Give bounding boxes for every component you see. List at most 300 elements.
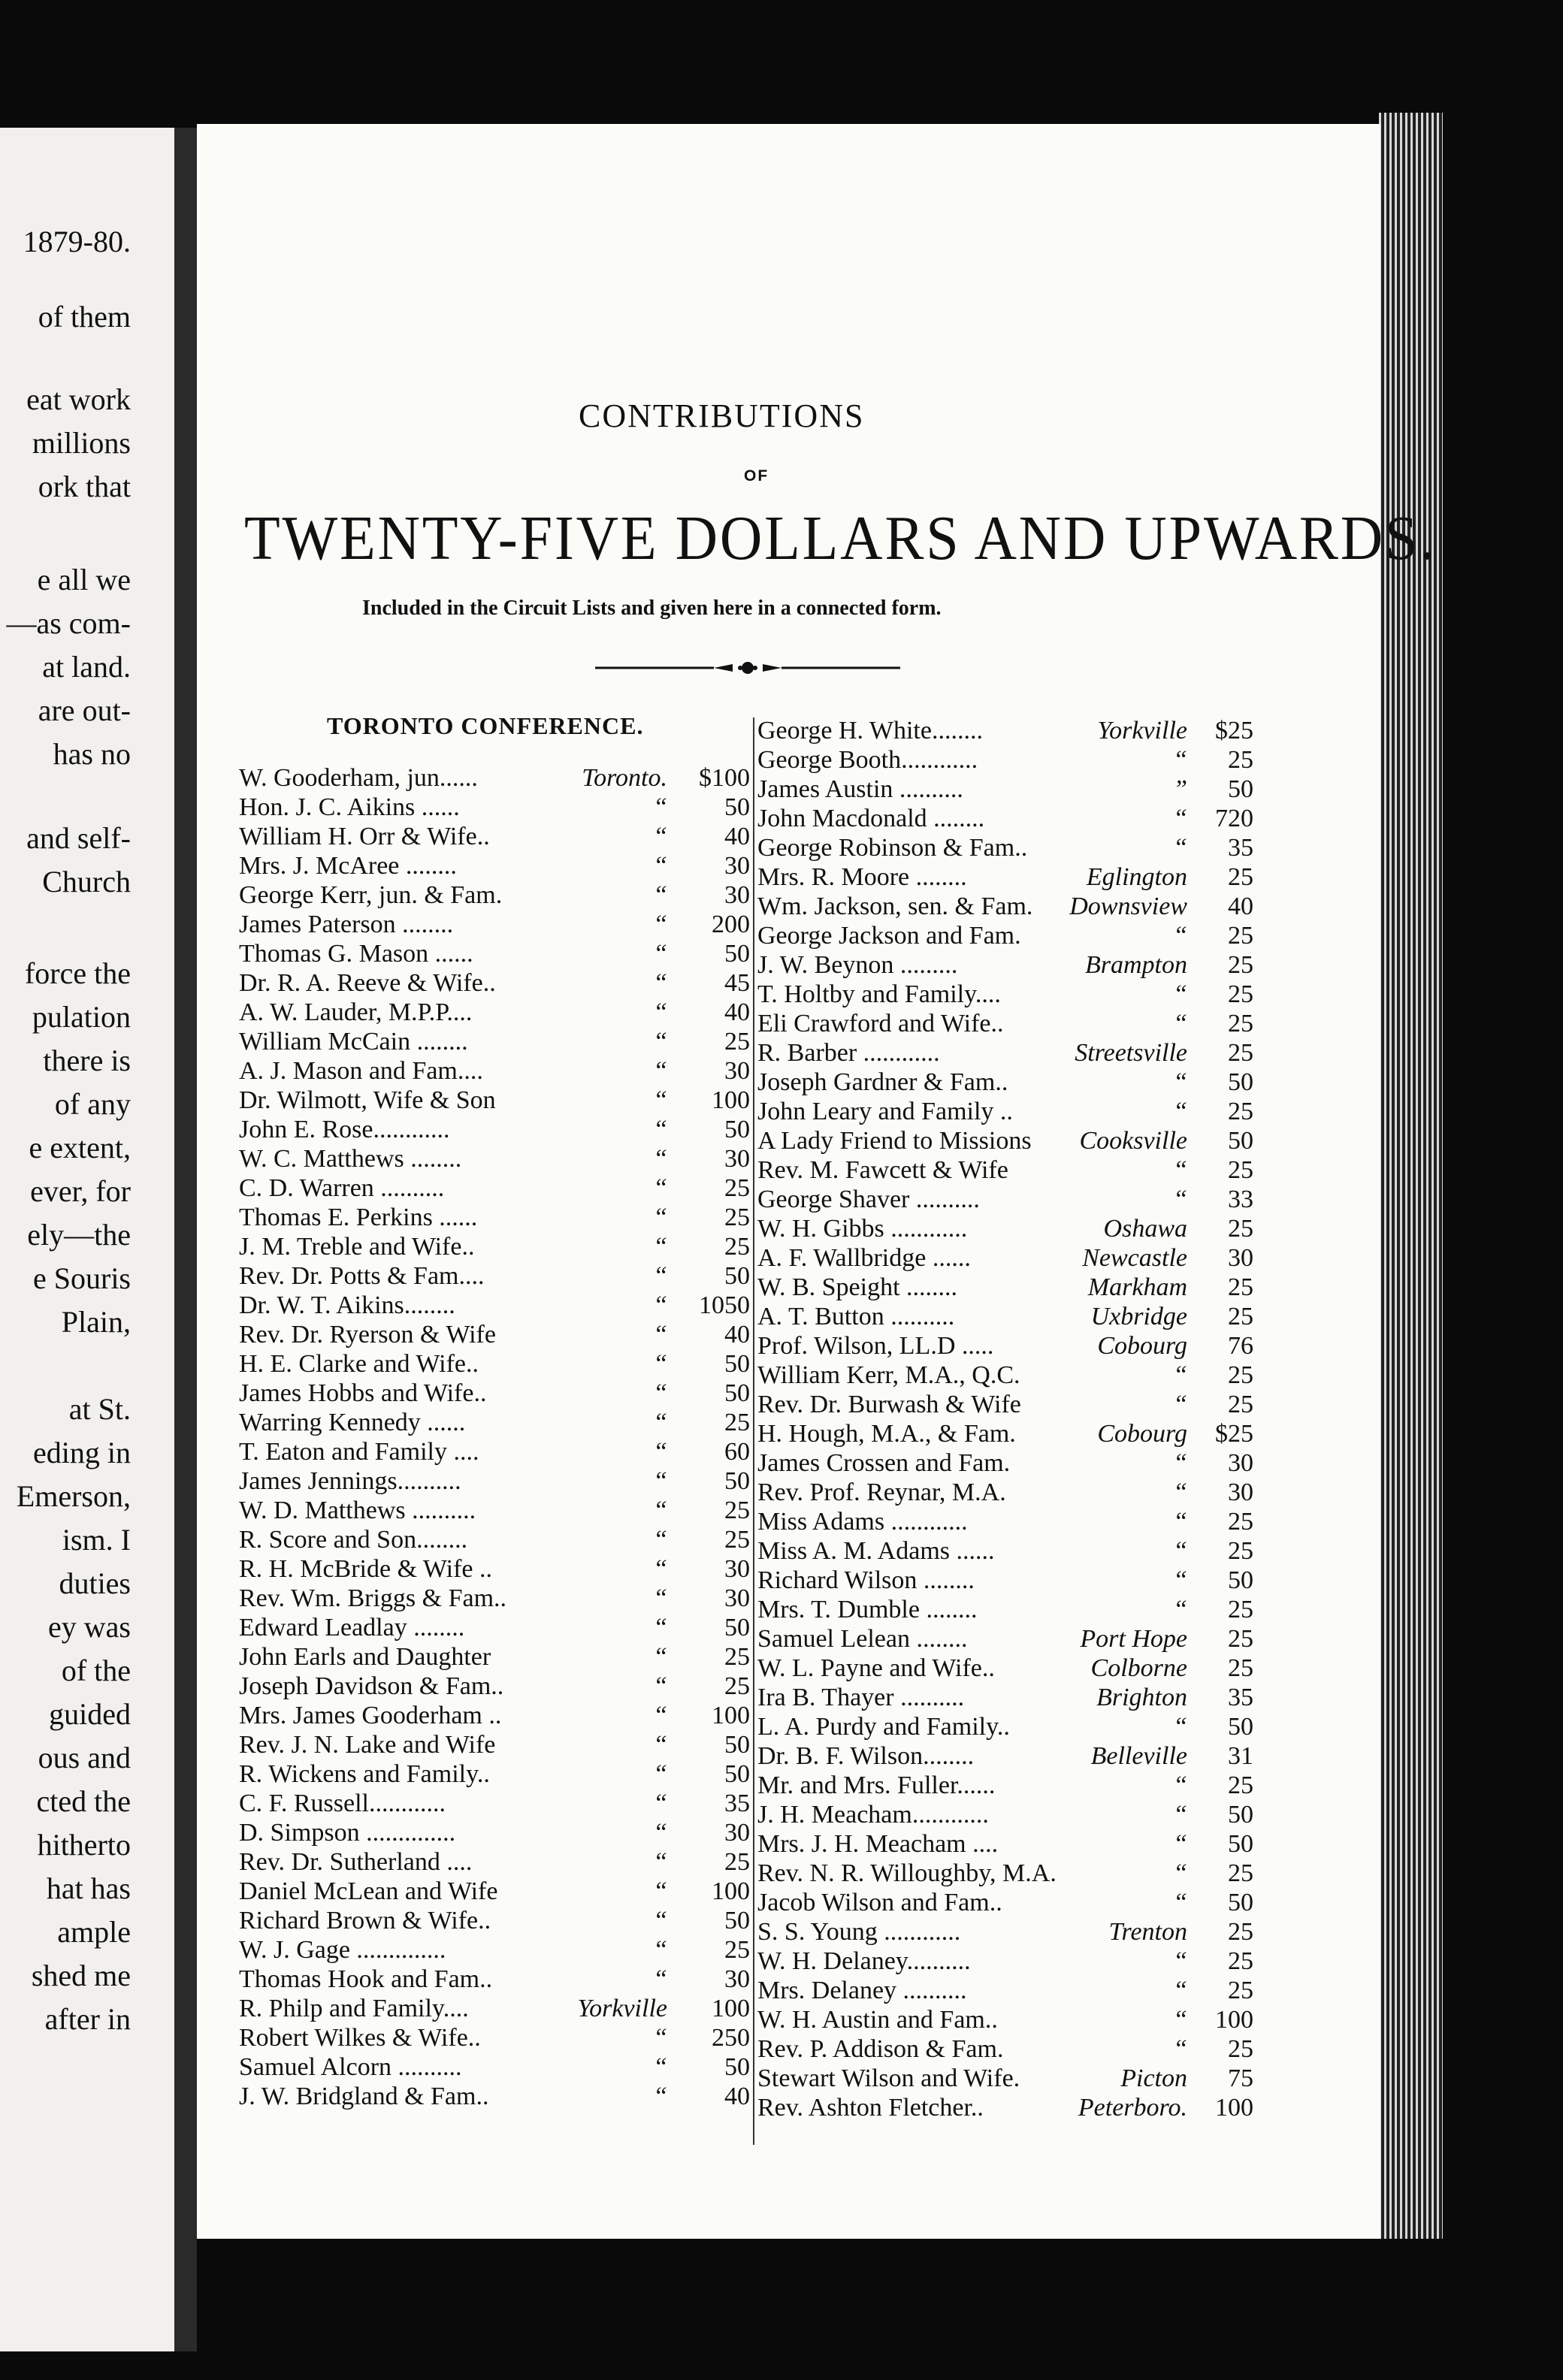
contributor-name: George Shaver .......... bbox=[757, 1185, 980, 1213]
contributor-name: John Macdonald ........ bbox=[757, 805, 985, 832]
facing-page-line: guided bbox=[49, 1697, 131, 1731]
contributor-place: “ bbox=[653, 998, 667, 1026]
contribution-amount: 50 bbox=[724, 793, 750, 821]
contributor-name: Rev. Prof. Reynar, M.A. bbox=[757, 1478, 1006, 1506]
contributor-place: “ bbox=[1173, 1771, 1187, 1799]
contribution-amount: 25 bbox=[1228, 1537, 1253, 1565]
facing-page-line: ous and bbox=[38, 1741, 131, 1774]
contribution-amount: 50 bbox=[724, 1350, 750, 1378]
facing-page-line: eat work bbox=[26, 382, 131, 416]
contributor-place: “ bbox=[653, 1526, 667, 1554]
contribution-entry bbox=[757, 921, 1253, 950]
facing-page-line: duties bbox=[59, 1566, 131, 1600]
contribution-entry bbox=[757, 1595, 1253, 1624]
contribution-amount: 25 bbox=[1228, 1918, 1253, 1946]
contributor-name: Thomas E. Perkins ...... bbox=[239, 1204, 478, 1231]
contribution-entry bbox=[239, 1349, 750, 1379]
contribution-entry bbox=[757, 1917, 1253, 1947]
contribution-amount: 25 bbox=[724, 1409, 750, 1436]
contributor-place: “ bbox=[653, 823, 667, 850]
contributor-name: James Crossen and Fam. bbox=[757, 1449, 1011, 1477]
contribution-entry bbox=[239, 1584, 750, 1613]
contributor-name: Dr. R. A. Reeve & Wife.. bbox=[239, 969, 496, 997]
contributor-name: A. T. Button .......... bbox=[757, 1303, 955, 1330]
contributor-name: W. D. Matthews .......... bbox=[239, 1497, 476, 1524]
contribution-entry bbox=[757, 1507, 1253, 1536]
contributor-name: W. J. Gage .............. bbox=[239, 1936, 446, 1964]
contribution-entry bbox=[757, 1683, 1253, 1712]
contribution-entry bbox=[239, 1935, 750, 1965]
contribution-entry bbox=[239, 1496, 750, 1525]
contributor-name: W. H. Gibbs ............ bbox=[757, 1215, 968, 1243]
facing-page-line: eding in bbox=[33, 1436, 131, 1469]
contributor-name: Mrs. James Gooderham .. bbox=[239, 1702, 502, 1729]
contributor-name: W. H. Austin and Fam.. bbox=[757, 2006, 998, 2034]
contribution-amount: 50 bbox=[724, 1760, 750, 1788]
contribution-amount: 25 bbox=[1228, 746, 1253, 774]
contributor-name: Richard Wilson ........ bbox=[757, 1566, 975, 1594]
contributor-place: “ bbox=[653, 1877, 667, 1905]
contributor-place: “ bbox=[653, 793, 667, 821]
facing-page-line: there is bbox=[43, 1044, 131, 1077]
contribution-amount: 25 bbox=[724, 1174, 750, 1202]
contribution-amount: 25 bbox=[1228, 1947, 1253, 1975]
contribution-entry bbox=[757, 745, 1253, 775]
contributor-name: Eli Crawford and Wife.. bbox=[757, 1010, 1004, 1037]
facing-page-line: e Souris bbox=[33, 1261, 131, 1295]
contribution-entry bbox=[239, 851, 750, 880]
contributor-name: Warring Kennedy ...... bbox=[239, 1409, 466, 1436]
contributor-name: Mrs. Delaney .......... bbox=[757, 1977, 967, 2004]
contributor-name: Mr. and Mrs. Fuller...... bbox=[757, 1771, 996, 1799]
title-main: TWENTY-FIVE DOLLARS AND UPWARDS. bbox=[244, 503, 1437, 573]
contribution-entry bbox=[239, 1613, 750, 1642]
contributor-place: “ bbox=[1173, 1156, 1187, 1184]
contribution-entry bbox=[239, 1466, 750, 1496]
contribution-entry bbox=[239, 2082, 750, 2111]
contribution-amount: 33 bbox=[1228, 1185, 1253, 1213]
contributor-place: “ bbox=[653, 1936, 667, 1964]
contributor-place: “ bbox=[1173, 1185, 1187, 1213]
contribution-entry bbox=[239, 1320, 750, 1349]
book-gutter bbox=[174, 128, 197, 2351]
contribution-amount: 25 bbox=[1228, 1977, 1253, 2004]
contribution-amount: 25 bbox=[1228, 922, 1253, 950]
contributor-place: ” bbox=[1173, 775, 1187, 803]
contributor-name: Prof. Wilson, LL.D ..... bbox=[757, 1332, 994, 1360]
contribution-entry bbox=[239, 968, 750, 998]
contributor-place: “ bbox=[653, 1584, 667, 1612]
contributor-name: A. J. Mason and Fam.... bbox=[239, 1057, 483, 1085]
contributor-place: “ bbox=[1173, 1010, 1187, 1037]
contribution-entry bbox=[757, 2005, 1253, 2034]
contributor-place: “ bbox=[653, 1790, 667, 1817]
contributor-place: “ bbox=[1173, 1361, 1187, 1389]
contributor-name: James Paterson ........ bbox=[239, 911, 454, 938]
contributor-name: Thomas G. Mason ...... bbox=[239, 940, 473, 968]
contributor-name: Dr. W. T. Aikins........ bbox=[239, 1291, 455, 1319]
contributor-place: “ bbox=[653, 1731, 667, 1759]
contribution-amount: 40 bbox=[724, 998, 750, 1026]
contributor-name: Rev. N. R. Willoughby, M.A. bbox=[757, 1859, 1057, 1887]
contribution-amount: 25 bbox=[724, 1526, 750, 1554]
contributor-place: “ bbox=[653, 1321, 667, 1349]
contributor-place: Yorkville bbox=[1097, 717, 1187, 745]
contributor-name: C. D. Warren .......... bbox=[239, 1174, 445, 1202]
contributor-place: “ bbox=[653, 1116, 667, 1143]
contributor-place: “ bbox=[1173, 1537, 1187, 1565]
contributor-place: “ bbox=[1173, 1449, 1187, 1477]
contribution-entry bbox=[757, 980, 1253, 1009]
contribution-amount: 40 bbox=[724, 1321, 750, 1349]
contribution-amount: 30 bbox=[724, 881, 750, 909]
contribution-amount: 25 bbox=[724, 1672, 750, 1700]
contribution-amount: 31 bbox=[1228, 1742, 1253, 1770]
contribution-amount: 100 bbox=[712, 1086, 750, 1114]
contributor-place: “ bbox=[653, 1760, 667, 1788]
facing-page-line: e extent, bbox=[29, 1131, 131, 1164]
contribution-entry bbox=[757, 1068, 1253, 1097]
contributor-place: “ bbox=[1173, 1947, 1187, 1975]
contribution-entry bbox=[757, 1566, 1253, 1595]
contributor-name: W. H. Delaney.......... bbox=[757, 1947, 971, 1975]
contribution-amount: 25 bbox=[1228, 863, 1253, 891]
contributor-name: Dr. B. F. Wilson........ bbox=[757, 1742, 975, 1770]
contribution-entry bbox=[239, 1086, 750, 1115]
contribution-amount: 30 bbox=[1228, 1478, 1253, 1506]
facing-page-line: —as com- bbox=[6, 606, 131, 640]
contribution-entry bbox=[757, 1243, 1253, 1273]
contribution-amount: 25 bbox=[1228, 1039, 1253, 1067]
contribution-amount: 25 bbox=[1228, 1771, 1253, 1799]
contributor-name: Jacob Wilson and Fam.. bbox=[757, 1889, 1002, 1916]
contributor-place: “ bbox=[653, 1497, 667, 1524]
contributor-name: James Jennings.......... bbox=[239, 1467, 461, 1495]
contributor-place: “ bbox=[653, 1438, 667, 1466]
contribution-amount: 50 bbox=[724, 2053, 750, 2081]
contributor-name: J. M. Treble and Wife.. bbox=[239, 1233, 475, 1261]
contribution-amount: 25 bbox=[1228, 1010, 1253, 1037]
contribution-entry bbox=[757, 1829, 1253, 1859]
contribution-entry bbox=[239, 2052, 750, 2082]
column-divider bbox=[753, 717, 754, 2145]
contributor-name: Stewart Wilson and Wife. bbox=[757, 2064, 1020, 2092]
contributor-name: Mrs. J. H. Meacham .... bbox=[757, 1830, 999, 1858]
contribution-entry bbox=[757, 2034, 1253, 2064]
contribution-entry bbox=[239, 763, 750, 793]
contributor-place: “ bbox=[653, 1174, 667, 1202]
title-contributions: CONTRIBUTIONS bbox=[579, 397, 865, 434]
contributor-name: Samuel Lelean ........ bbox=[757, 1625, 968, 1653]
contributor-place: Oshawa bbox=[1103, 1215, 1187, 1243]
contribution-amount: 30 bbox=[724, 1555, 750, 1583]
contributor-name: George Robinson & Fam.. bbox=[757, 834, 1028, 862]
contribution-entry bbox=[239, 998, 750, 1027]
contribution-entry bbox=[239, 2023, 750, 2052]
contributor-place: “ bbox=[1173, 1977, 1187, 2004]
contributor-place: “ bbox=[653, 1907, 667, 1935]
contribution-amount: 100 bbox=[712, 1702, 750, 1729]
contributor-place: “ bbox=[653, 1233, 667, 1261]
contribution-entry bbox=[239, 1115, 750, 1144]
contribution-amount: 35 bbox=[1228, 834, 1253, 862]
facing-page-line: at land. bbox=[42, 650, 131, 684]
contributor-place: “ bbox=[1173, 1596, 1187, 1623]
contribution-amount: 30 bbox=[724, 1057, 750, 1085]
contribution-amount: 50 bbox=[724, 1614, 750, 1642]
contribution-entry bbox=[757, 1361, 1253, 1390]
contributor-place: “ bbox=[653, 1409, 667, 1436]
contributor-name: D. Simpson .............. bbox=[239, 1819, 456, 1847]
contribution-entry bbox=[239, 910, 750, 939]
contribution-amount: 25 bbox=[1228, 1273, 1253, 1301]
contribution-entry bbox=[239, 1877, 750, 1906]
contributor-name: R. Philp and Family.... bbox=[239, 1995, 469, 2022]
contribution-amount: 50 bbox=[1228, 1566, 1253, 1594]
contribution-amount: 25 bbox=[1228, 1859, 1253, 1887]
contributor-name: George Kerr, jun. & Fam. bbox=[239, 881, 503, 909]
conference-heading: TORONTO CONFERENCE. bbox=[327, 712, 644, 739]
contribution-entry bbox=[239, 1173, 750, 1203]
contribution-amount: 30 bbox=[724, 1584, 750, 1612]
contributor-place: Markham bbox=[1087, 1273, 1187, 1301]
contributor-place: “ bbox=[653, 911, 667, 938]
contribution-amount: 50 bbox=[724, 1731, 750, 1759]
contribution-entry bbox=[757, 1273, 1253, 1302]
contributor-name: Ira B. Thayer .......... bbox=[757, 1684, 965, 1711]
contribution-amount: 100 bbox=[1215, 2094, 1253, 2122]
contributor-name: R. Wickens and Family.. bbox=[239, 1760, 490, 1788]
contributor-place: Cobourg bbox=[1097, 1332, 1187, 1360]
contribution-amount: 50 bbox=[1228, 1830, 1253, 1858]
contribution-amount: 720 bbox=[1215, 805, 1253, 832]
facing-page-line: Plain, bbox=[61, 1305, 131, 1339]
facing-page-line: e all we bbox=[37, 563, 131, 597]
contributor-place: “ bbox=[653, 1086, 667, 1114]
contribution-entry bbox=[239, 1701, 750, 1730]
facing-page-line: at St. bbox=[68, 1392, 131, 1426]
contributor-name: C. F. Russell............ bbox=[239, 1790, 446, 1817]
contribution-entry bbox=[757, 716, 1253, 745]
facing-page-line: ample bbox=[57, 1915, 131, 1949]
contributor-place: Colborne bbox=[1090, 1654, 1187, 1682]
contribution-amount: 100 bbox=[1215, 2006, 1253, 2034]
contributor-name: R. Score and Son........ bbox=[239, 1526, 468, 1554]
contributor-place: “ bbox=[1173, 1830, 1187, 1858]
contribution-entry bbox=[239, 1642, 750, 1672]
contribution-amount: 25 bbox=[724, 1848, 750, 1876]
contribution-amount: 250 bbox=[712, 2024, 750, 2052]
facing-page-line: hat has bbox=[46, 1871, 131, 1905]
contribution-amount: 50 bbox=[1228, 1068, 1253, 1096]
contribution-entry bbox=[757, 950, 1253, 980]
contribution-amount: 50 bbox=[724, 1907, 750, 1935]
contributor-place: “ bbox=[653, 1614, 667, 1642]
contribution-entry bbox=[239, 1525, 750, 1554]
contribution-entry bbox=[239, 1759, 750, 1789]
contribution-amount: 45 bbox=[724, 969, 750, 997]
contributor-name: Robert Wilkes & Wife.. bbox=[239, 2024, 481, 2052]
contribution-entry bbox=[757, 1214, 1253, 1243]
contributor-place: “ bbox=[1173, 1508, 1187, 1536]
contribution-entry bbox=[239, 1027, 750, 1056]
contributor-name: J. W. Bridgland & Fam.. bbox=[239, 2082, 489, 2110]
contribution-entry bbox=[757, 1419, 1253, 1448]
facing-page-line: Emerson, bbox=[16, 1479, 131, 1513]
contribution-entry bbox=[757, 1859, 1253, 1888]
facing-page-line: after in bbox=[44, 2002, 131, 2036]
contributor-place: “ bbox=[653, 1555, 667, 1583]
contribution-amount: 25 bbox=[1228, 1596, 1253, 1623]
contributor-place: “ bbox=[1173, 805, 1187, 832]
contributor-name: J. H. Meacham............ bbox=[757, 1801, 989, 1829]
contributor-place: “ bbox=[653, 2024, 667, 2052]
contributor-place: “ bbox=[1173, 2035, 1187, 2063]
contribution-entry bbox=[239, 1437, 750, 1466]
contributor-place: Newcastle bbox=[1082, 1244, 1187, 1272]
contributor-name: George Jackson and Fam. bbox=[757, 922, 1021, 950]
contribution-amount: 30 bbox=[724, 1965, 750, 1993]
contribution-entry bbox=[239, 1408, 750, 1437]
contributor-place: “ bbox=[653, 881, 667, 909]
contribution-amount: $25 bbox=[1215, 717, 1253, 745]
contribution-amount: 200 bbox=[712, 911, 750, 938]
contributor-place: Downsview bbox=[1069, 892, 1187, 920]
facing-page-line: shed me bbox=[31, 1959, 131, 1992]
contributor-place: Streetsville bbox=[1075, 1039, 1187, 1067]
contribution-amount: 25 bbox=[1228, 980, 1253, 1008]
contributor-name: W. L. Payne and Wife.. bbox=[757, 1654, 995, 1682]
contribution-amount: 25 bbox=[1228, 1361, 1253, 1389]
contribution-amount: 25 bbox=[1228, 1156, 1253, 1184]
contributor-name: T. Eaton and Family .... bbox=[239, 1438, 479, 1466]
contributor-place: “ bbox=[1173, 2006, 1187, 2034]
contributor-name: Dr. Wilmott, Wife & Son bbox=[239, 1086, 496, 1114]
contributor-name: Rev. P. Addison & Fam. bbox=[757, 2035, 1004, 2063]
facing-page-line: are out- bbox=[38, 693, 131, 727]
contributor-place: “ bbox=[1173, 1478, 1187, 1506]
left-contributions-list bbox=[239, 763, 750, 2111]
contribution-amount: 50 bbox=[1228, 1713, 1253, 1741]
contribution-entry bbox=[757, 1390, 1253, 1419]
contributor-place: “ bbox=[653, 1057, 667, 1085]
contribution-amount: 25 bbox=[1228, 1654, 1253, 1682]
contribution-amount: 35 bbox=[724, 1790, 750, 1817]
contributor-place: Brampton bbox=[1085, 951, 1187, 979]
contribution-entry bbox=[757, 804, 1253, 833]
ornament-divider-icon bbox=[594, 657, 902, 679]
contribution-entry bbox=[757, 2093, 1253, 2122]
contributor-name: Miss A. M. Adams ...... bbox=[757, 1537, 995, 1565]
contribution-entry bbox=[757, 1800, 1253, 1829]
contributor-name: W. Gooderham, jun...... bbox=[239, 764, 478, 792]
contribution-entry bbox=[757, 1624, 1253, 1654]
contribution-entry bbox=[239, 1203, 750, 1232]
contributor-place: “ bbox=[1173, 1889, 1187, 1916]
contributor-name: William H. Orr & Wife.. bbox=[239, 823, 490, 850]
contribution-entry bbox=[757, 892, 1253, 921]
contribution-entry bbox=[757, 2064, 1253, 2093]
contribution-entry bbox=[239, 1291, 750, 1320]
contribution-amount: 25 bbox=[724, 1936, 750, 1964]
facing-page-line: hitherto bbox=[37, 1828, 131, 1862]
contributor-name: Rev. Wm. Briggs & Fam.. bbox=[239, 1584, 507, 1612]
contributor-place: “ bbox=[1173, 922, 1187, 950]
contributor-place: “ bbox=[653, 1702, 667, 1729]
contributor-name: Mrs. J. McAree ........ bbox=[239, 852, 457, 880]
facing-page-line: ely—the bbox=[27, 1218, 131, 1252]
contributor-name: Mrs. T. Dumble ........ bbox=[757, 1596, 978, 1623]
contributor-place: “ bbox=[653, 969, 667, 997]
contributor-place: “ bbox=[1173, 1801, 1187, 1829]
contributor-place: “ bbox=[653, 1291, 667, 1319]
facing-page-line: and self- bbox=[26, 821, 131, 855]
contribution-amount: 50 bbox=[1228, 1801, 1253, 1829]
contribution-amount: 100 bbox=[712, 1995, 750, 2022]
contributor-place: “ bbox=[653, 852, 667, 880]
contribution-amount: 25 bbox=[724, 1497, 750, 1524]
contributor-place: “ bbox=[1173, 834, 1187, 862]
contributor-place: “ bbox=[653, 1819, 667, 1847]
contribution-entry bbox=[239, 1672, 750, 1701]
contribution-entry bbox=[757, 833, 1253, 862]
contribution-entry bbox=[239, 793, 750, 822]
contribution-entry bbox=[239, 1789, 750, 1818]
contributor-place: Cooksville bbox=[1079, 1127, 1187, 1155]
contribution-amount: 30 bbox=[724, 852, 750, 880]
contributor-name: Rev. M. Fawcett & Wife bbox=[757, 1156, 1008, 1184]
contribution-entry bbox=[239, 1144, 750, 1173]
contributor-place: “ bbox=[653, 1145, 667, 1173]
facing-page-line: ever, for bbox=[30, 1174, 131, 1208]
contributor-name: Rev. Dr. Burwash & Wife bbox=[757, 1391, 1021, 1418]
contributor-place: “ bbox=[653, 1204, 667, 1231]
contributor-place: Port Hope bbox=[1080, 1625, 1187, 1653]
contribution-entry bbox=[239, 1261, 750, 1291]
contributor-place: Yorkville bbox=[577, 1995, 667, 2022]
contribution-amount: 50 bbox=[724, 940, 750, 968]
contribution-entry bbox=[757, 1448, 1253, 1478]
contributor-name: Joseph Gardner & Fam.. bbox=[757, 1068, 1008, 1096]
contribution-amount: 25 bbox=[1228, 1391, 1253, 1418]
contribution-amount: 30 bbox=[724, 1819, 750, 1847]
contribution-entry bbox=[757, 1155, 1253, 1185]
contributor-name: T. Holtby and Family.... bbox=[757, 980, 1001, 1008]
contributor-name: Rev. J. N. Lake and Wife bbox=[239, 1731, 496, 1759]
contributor-place: “ bbox=[1173, 980, 1187, 1008]
contributor-place: “ bbox=[653, 940, 667, 968]
contributor-place: Toronto. bbox=[582, 764, 667, 792]
contribution-entry bbox=[239, 1965, 750, 1994]
contribution-entry bbox=[757, 1536, 1253, 1566]
contributor-place: Brighton bbox=[1096, 1684, 1187, 1711]
contributor-name: Richard Brown & Wife.. bbox=[239, 1907, 491, 1935]
contribution-entry bbox=[757, 1741, 1253, 1771]
contribution-amount: $25 bbox=[1215, 1420, 1253, 1448]
contribution-amount: 50 bbox=[724, 1262, 750, 1290]
facing-page-line: of any bbox=[54, 1087, 131, 1121]
contribution-amount: 25 bbox=[724, 1643, 750, 1671]
contributor-name: George Booth............ bbox=[757, 746, 978, 774]
contribution-entry bbox=[757, 862, 1253, 892]
contribution-entry bbox=[239, 1232, 750, 1261]
contribution-amount: 40 bbox=[724, 823, 750, 850]
contributor-place: Cobourg bbox=[1097, 1420, 1187, 1448]
contribution-amount: 50 bbox=[1228, 775, 1253, 803]
contribution-amount: 50 bbox=[724, 1116, 750, 1143]
contribution-amount: 1050 bbox=[699, 1291, 750, 1319]
contributor-name: A Lady Friend to Missions bbox=[757, 1127, 1032, 1155]
